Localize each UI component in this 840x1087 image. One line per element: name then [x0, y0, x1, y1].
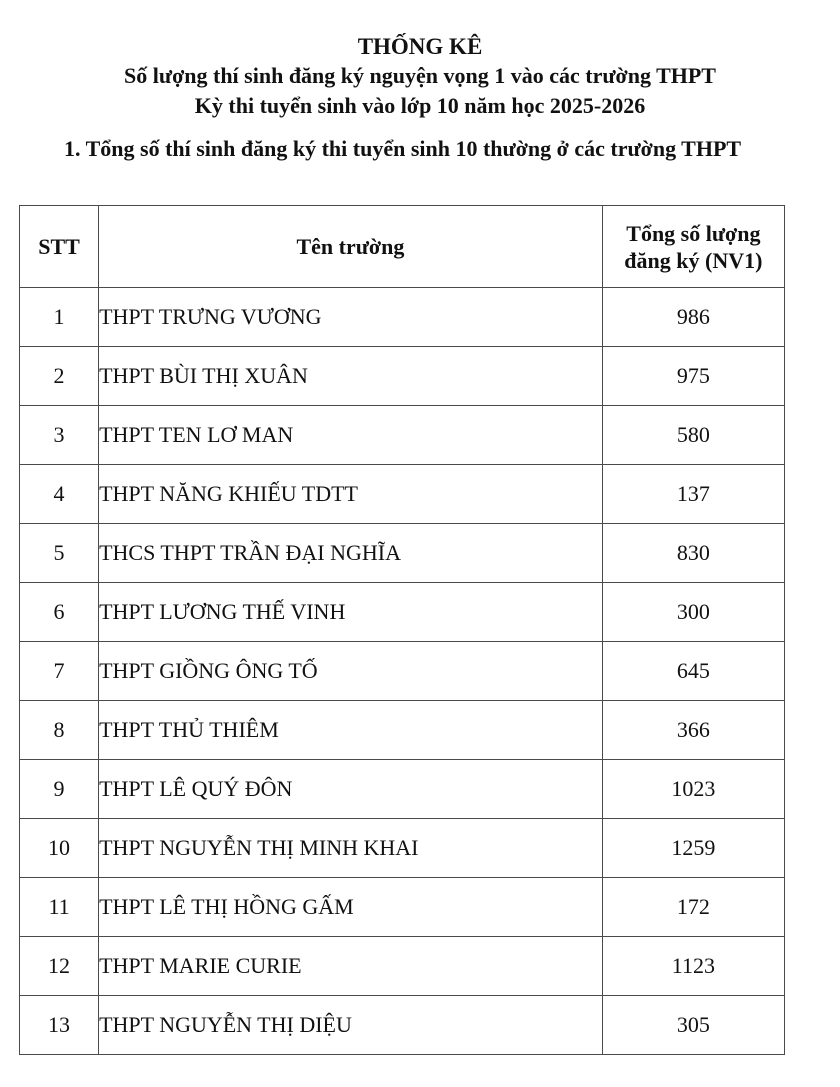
row-stt: 11: [20, 878, 99, 937]
row-stt: 7: [20, 642, 99, 701]
table-row: [20, 642, 785, 701]
row-registration-count: 1259: [602, 819, 784, 878]
header-registration-count-label: Tổng số lượng đăng ký (NV1): [624, 220, 763, 273]
row-school-name: THPT THỦ THIÊM: [99, 701, 603, 760]
row-registration-count: 1023: [602, 760, 784, 819]
row-stt: 10: [20, 819, 99, 878]
row-stt: 8: [20, 701, 99, 760]
row-school-name: THPT TRƯNG VƯƠNG: [99, 288, 603, 347]
row-registration-count: 986: [602, 288, 784, 347]
table-row: [20, 701, 785, 760]
table-row: [20, 760, 785, 819]
row-registration-count: 305: [602, 996, 784, 1055]
row-school-name: THPT NGUYỄN THỊ MINH KHAI: [99, 819, 603, 878]
row-registration-count: 1123: [602, 937, 784, 996]
document-subtitle: Số lượng thí sinh đăng ký nguyện vọng 1 vào các trường THPT: [124, 63, 716, 88]
section-heading: 1. Tổng số thí sinh đăng ký thi tuyển sinh 10 thường ở các trường THPT: [64, 136, 742, 161]
table-row: [20, 878, 785, 937]
table-row: [20, 406, 785, 465]
row-stt: 13: [20, 996, 99, 1055]
row-stt: 2: [20, 347, 99, 406]
row-stt: 6: [20, 583, 99, 642]
row-school-name: THPT TEN LƠ MAN: [99, 406, 603, 465]
table-row: [20, 937, 785, 996]
row-school-name: THPT GIỒNG ÔNG TỐ: [99, 642, 603, 701]
document-title: THỐNG KÊ: [357, 34, 483, 59]
row-registration-count: 300: [602, 583, 784, 642]
exam-year-subtitle: Kỳ thi tuyển sinh vào lớp 10 năm học 2025-2026: [194, 93, 646, 118]
row-stt: 4: [20, 465, 99, 524]
row-school-name: THPT NGUYỄN THỊ DIỆU: [99, 996, 603, 1055]
table-row: [20, 819, 785, 878]
header-school-name: Tên trường: [99, 206, 603, 288]
row-stt: 5: [20, 524, 99, 583]
row-stt: 9: [20, 760, 99, 819]
table-row: [20, 524, 785, 583]
table-row: [20, 996, 785, 1055]
row-registration-count: 366: [602, 701, 784, 760]
header-stt: STT: [20, 206, 99, 288]
table-row: [20, 347, 785, 406]
row-registration-count: 645: [602, 642, 784, 701]
row-stt: 12: [20, 937, 99, 996]
row-registration-count: 830: [602, 524, 784, 583]
row-school-name: THPT LÊ THỊ HỒNG GẤM: [99, 878, 603, 937]
table-row: [20, 288, 785, 347]
row-school-name: THPT BÙI THỊ XUÂN: [99, 347, 603, 406]
row-stt: 1: [20, 288, 99, 347]
row-registration-count: 975: [602, 347, 784, 406]
row-registration-count: 580: [602, 406, 784, 465]
header-registration-count: [602, 206, 784, 288]
row-registration-count: 137: [602, 465, 784, 524]
row-school-name: THPT MARIE CURIE: [99, 937, 603, 996]
table-row: [20, 583, 785, 642]
table-header-row: [20, 206, 785, 288]
row-school-name: THCS THPT TRẦN ĐẠI NGHĨA: [99, 524, 603, 583]
row-school-name: THPT LÊ QUÝ ĐÔN: [99, 760, 603, 819]
registration-table: [19, 205, 785, 1055]
row-school-name: THPT NĂNG KHIẾU TDTT: [99, 465, 603, 524]
table-body: [20, 288, 785, 1055]
row-stt: 3: [20, 406, 99, 465]
row-registration-count: 172: [602, 878, 784, 937]
table-row: [20, 465, 785, 524]
row-school-name: THPT LƯƠNG THẾ VINH: [99, 583, 603, 642]
